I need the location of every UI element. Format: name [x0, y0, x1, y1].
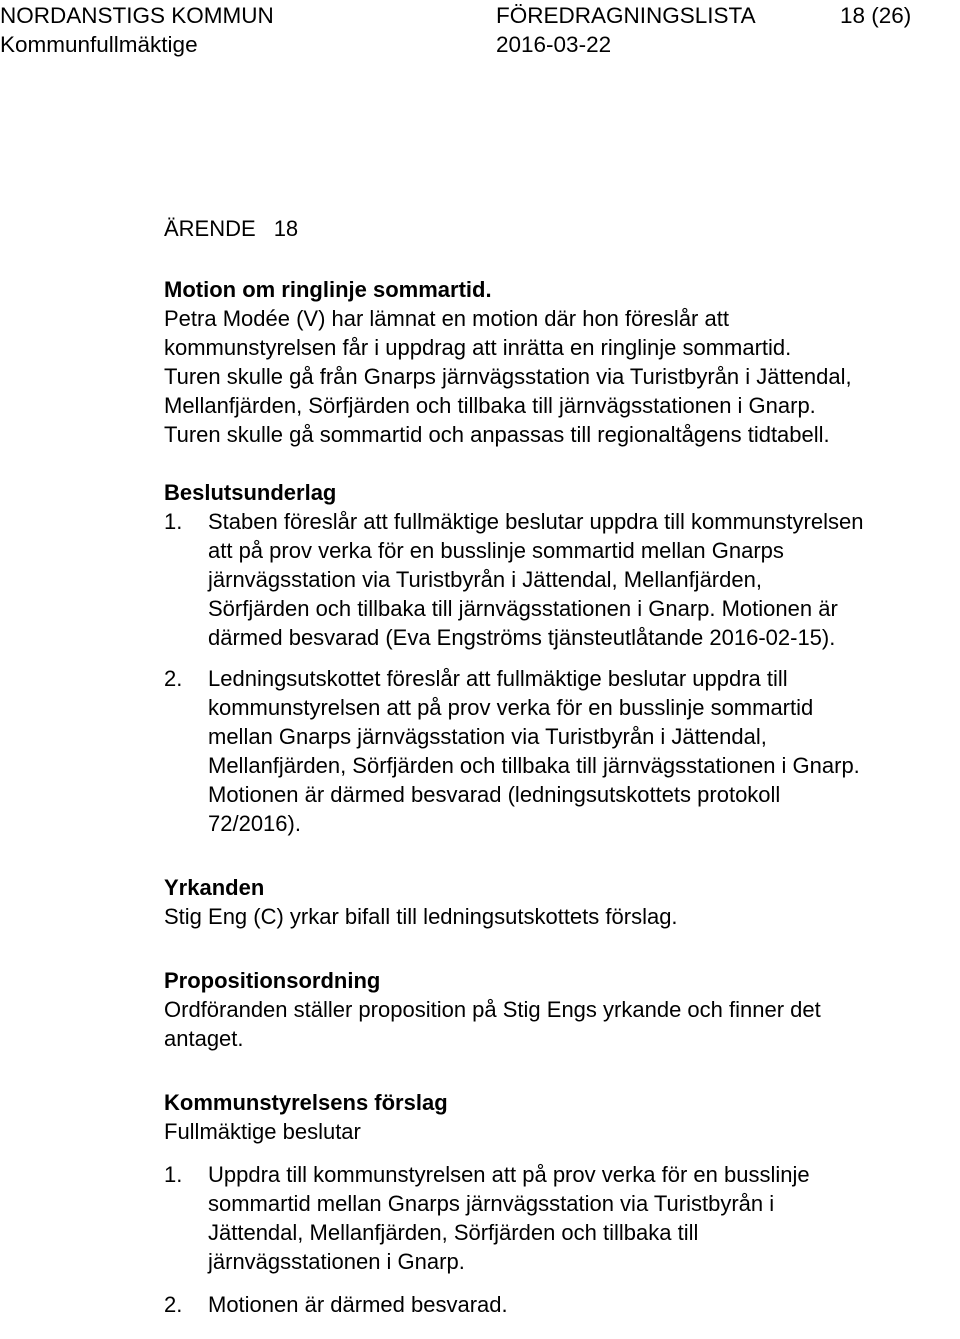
arende-number: 18 [273, 216, 299, 241]
list-item [164, 1160, 960, 1276]
section-heading-propositionsordning: Propositionsordning [164, 968, 381, 993]
motion-line: kommunstyrelsen får i uppdrag att inrätta en ringlinje sommartid. [164, 335, 792, 360]
list-item-number: 2. [164, 1292, 183, 1317]
document-type: FÖREDRAGNINGSLISTA [496, 3, 756, 28]
list-item-number: 2. [164, 666, 183, 691]
page-number: 18 (26) [840, 3, 912, 28]
motion-line: Turen skulle gå sommartid och anpassas till regionaltågens tidtabell. [164, 422, 830, 447]
kommunstyrelsens-forslag-section [164, 1088, 960, 1319]
list-item [164, 507, 960, 652]
motion-title: Motion om ringlinje sommartid. [164, 277, 492, 302]
list-item-line: Mellanfjärden, Sörfjärden och tillbaka till järnvägsstationen i Gnarp. [208, 753, 860, 778]
arende-label: ÄRENDE [164, 216, 256, 241]
spacer [164, 1146, 960, 1160]
motion-section [164, 275, 960, 449]
list-item-line: Sörfjärden och tillbaka till järnvägsstationen i Gnarp. Motionen är [208, 596, 838, 621]
arende-heading [164, 214, 960, 243]
organization-name: NORDANSTIGS KOMMUN [0, 3, 274, 28]
list-item-line: Motionen är därmed besvarad. [208, 1292, 508, 1317]
spacer [164, 931, 960, 960]
decision-body: Kommunfullmäktige [0, 32, 198, 57]
spacer [164, 449, 960, 478]
list-item-line: Ledningsutskottet föreslår att fullmäktige beslutar uppdra till [208, 666, 788, 691]
list-item-line: järnvägsstationen i Gnarp. [208, 1249, 465, 1274]
spacer [164, 838, 960, 867]
list-item-line: därmed besvarad (Eva Engströms tjänsteutlåtande 2016-02-15). [208, 625, 836, 650]
section-heading-yrkanden: Yrkanden [164, 875, 265, 900]
yrkanden-section [164, 873, 960, 931]
list-item-line: Jättendal, Mellanfjärden, Sörfjärden och tillbaka till [208, 1220, 699, 1245]
forslag-list [164, 1160, 960, 1319]
list-item-number: 1. [164, 1162, 183, 1187]
list-item-number: 1. [164, 509, 183, 534]
list-item-line: Motionen är därmed besvarad (ledningsutskottets protokoll [208, 782, 781, 807]
motion-line: Turen skulle gå från Gnarps järnvägsstation via Turistbyrån i Jättendal, [164, 364, 852, 389]
yrkanden-text: Stig Eng (C) yrkar bifall till ledningsutskottets förslag. [164, 904, 678, 929]
page-header [0, 0, 960, 60]
beslutsunderlag-section [164, 478, 960, 838]
propositionsordning-line: antaget. [164, 1026, 244, 1051]
motion-line: Petra Modée (V) har lämnat en motion där hon föreslår att [164, 306, 729, 331]
spacer [164, 1053, 960, 1082]
meeting-date: 2016-03-22 [496, 32, 612, 57]
list-item [164, 1290, 960, 1319]
list-item [164, 664, 960, 838]
list-item-line: kommunstyrelsen att på prov verka för en busslinje sommartid [208, 695, 814, 720]
propositionsordning-line: Ordföranden ställer proposition på Stig Engs yrkande och finner det [164, 997, 821, 1022]
list-item-line: Staben föreslår att fullmäktige beslutar uppdra till kommunstyrelsen [208, 509, 864, 534]
forslag-intro: Fullmäktige beslutar [164, 1119, 361, 1144]
beslutsunderlag-list [164, 507, 960, 838]
list-item-line: att på prov verka för en busslinje sommartid mellan Gnarps [208, 538, 784, 563]
section-heading-beslutsunderlag: Beslutsunderlag [164, 480, 337, 505]
list-item-line: sommartid mellan Gnarps järnvägsstation via Turistbyrån i [208, 1191, 775, 1216]
list-item-line: järnvägsstation via Turistbyrån i Jättendal, Mellanfjärden, [208, 567, 762, 592]
list-item-line: 72/2016). [208, 811, 301, 836]
motion-line: Mellanfjärden, Sörfjärden och tillbaka till järnvägsstationen i Gnarp. [164, 393, 816, 418]
list-item-line: mellan Gnarps järnvägsstation via Turistbyrån i Jättendal, [208, 724, 767, 749]
list-item-line: Uppdra till kommunstyrelsen att på prov verka för en busslinje [208, 1162, 810, 1187]
section-heading-kommunstyrelsens-forslag: Kommunstyrelsens förslag [164, 1090, 448, 1115]
propositionsordning-section [164, 966, 960, 1053]
document-body [164, 214, 960, 1319]
